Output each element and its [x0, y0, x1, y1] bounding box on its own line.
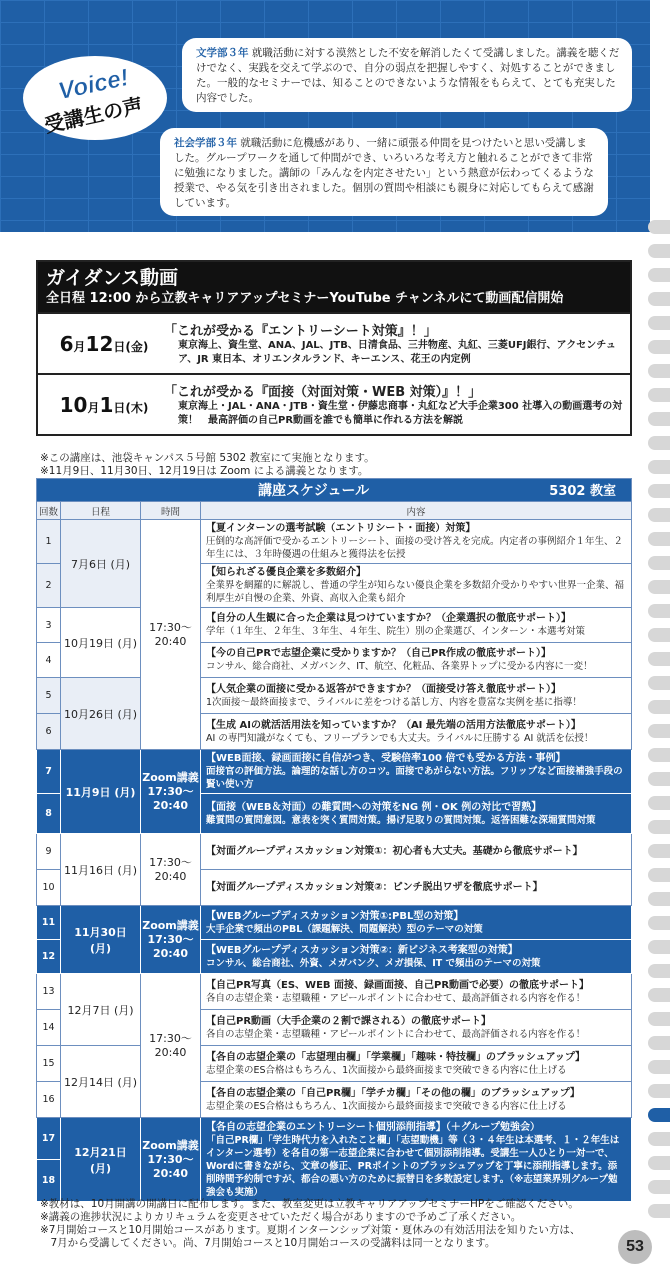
- session-content: [201, 834, 632, 870]
- testimonial-1-who: 文学部３年: [196, 47, 249, 59]
- zoom-label: Zoom講義: [142, 918, 199, 932]
- session-num: 17: [37, 1118, 61, 1160]
- session-body: 大手企業で頻出のPBL（課題解決、問題解決）型のテーマの対策: [206, 923, 483, 935]
- session-body: 面接官の評価方法。論理的な話し方のコツ。面接であがらない方法。フリップなど面接補強手段の賢い使い方: [206, 766, 623, 790]
- voice-badge: [20, 52, 170, 144]
- header-content: 内容: [201, 502, 632, 520]
- guidance-day-2: 1: [99, 392, 114, 417]
- session-content: [201, 608, 632, 643]
- header-time: 時間: [141, 502, 201, 520]
- guidance-day-1: 12: [85, 331, 114, 356]
- table-row: [37, 906, 632, 940]
- session-num: 4: [37, 643, 61, 678]
- session-num: 12: [37, 940, 61, 974]
- session-date: 12月7日 (月): [61, 974, 141, 1046]
- guidance-topic-1: 「これが受かる『エントリーシート対策』！」: [164, 324, 437, 339]
- session-content: [201, 714, 632, 750]
- session-head: 【対面グループディスカッション対策②：ピンチ脱出ワザを徹底サポート】: [206, 882, 543, 893]
- guidance-month-2: 10: [59, 392, 88, 417]
- schedule-room: 5302 教室: [549, 484, 616, 499]
- session-content: [201, 870, 632, 906]
- guidance-day-unit-1: 日: [113, 339, 126, 354]
- session-content: [201, 906, 632, 940]
- session-head: 【知られざる優良企業を多数紹介】: [206, 567, 366, 578]
- session-time: 17:30～ 20:40: [141, 834, 201, 906]
- session-body: 難質問の質問意図。意表を突く質問対策。揚げ足取りの質問対策。返答困難な深堀質問対策: [206, 814, 596, 826]
- session-content: [201, 940, 632, 974]
- session-head: 【対面グループディスカッション対策①：初心者も大丈夫。基礎から徹底サポート】: [206, 846, 583, 857]
- testimonial-2-text: 就職活動に危機感があり、一緒に頑張る仲間を見つけたいと思い受講しました。グループワークを通して仲間ができ、いろいろな考え方と触れることができて非常に勉強になりました。講師の「みんなを内定させたい」という熱意が伝わってくるような授業で、やる気を引き出されました。個別の質問や相談にも親身に対応してもらえて感謝しています。: [174, 137, 594, 209]
- session-head: 【WEBグループディスカッション対策①:PBL型の対策】: [206, 910, 464, 922]
- guidance-row-1: [38, 312, 630, 373]
- session-num: 16: [37, 1082, 61, 1118]
- table-row: [37, 834, 632, 870]
- voice-badge-line1: Voice!: [55, 64, 132, 106]
- session-head: 【自己PR写真（ES、WEB 面接、録画面接、自己PR動画で必要）の徹底サポート】: [206, 979, 590, 991]
- session-content: [201, 794, 632, 834]
- session-content: [201, 564, 632, 608]
- schedule-table: [36, 478, 632, 1202]
- page-number: 53: [618, 1230, 652, 1264]
- session-content: [201, 750, 632, 794]
- guidance-topic-2: 「これが受かる『面接（対面対策・WEB 対策）』！」: [164, 385, 482, 400]
- session-head: 【自己PR動画（大手企業の２割で課される）の徹底サポート】: [206, 1015, 492, 1027]
- guidance-month-unit-2: 月: [87, 400, 100, 415]
- note-bottom-2: ※講義の進捗状況によりカリキュラムを変更させていただく場合がありますので予めご了承ください。: [40, 1211, 522, 1223]
- session-content: [201, 974, 632, 1010]
- session-date: 10月19日 (月): [61, 608, 141, 678]
- note-bottom-4: 7月から受講してください。尚、7月開始コースと10月開始コースの受講料は同一となります。: [40, 1237, 496, 1249]
- session-num: 6: [37, 714, 61, 750]
- session-num: 5: [37, 678, 61, 714]
- session-head: 【面接（WEB＆対面）の難質問への対策をNG 例・OK 例の対比で習熟】: [206, 801, 542, 813]
- session-date: 11月30日 (月): [61, 906, 141, 974]
- guidance-month-1: 6: [59, 331, 74, 356]
- session-time-zoom: [141, 1118, 201, 1202]
- guidance-day-unit-2: 日: [113, 400, 126, 415]
- table-row: [37, 608, 632, 643]
- note-bottom-3: ※7月開始コースと10月開始コースがあります。夏期インターンシップ対策・夏休みの有効活用法を知りたい方は、: [40, 1224, 581, 1236]
- guidance-weekday-1: (金): [125, 339, 149, 354]
- session-content: [201, 1010, 632, 1046]
- session-num: 2: [37, 564, 61, 608]
- session-content: [201, 1046, 632, 1082]
- session-num: 18: [37, 1160, 61, 1202]
- session-body: 学年（１年生、２年生、３年生、４年生、院生）別の企業選び、インターン・本選考対策: [206, 626, 586, 637]
- session-content: [201, 1118, 632, 1202]
- testimonial-2: [160, 128, 608, 216]
- testimonial-1-text: 就職活動に対する漠然とした不安を解消したくて受講しました。講義を聴くだけでなく、実践を交えて学ぶので、自分の弱点を把握しやすく、対処することができました。一般的なセミナーでは、知ることのできないような情報をもらえて、とても充実した内容でした。: [196, 47, 620, 104]
- session-head: 【生成 AIの就活活用法を知っていますか？（AI 最先端の活用方法徹底サポート）】: [206, 719, 581, 731]
- session-date: 11月9日 (月): [61, 750, 141, 834]
- zoom-label: Zoom講義: [142, 1138, 199, 1152]
- session-head: 【WEB面接、録画面接に自信がつき、受験倍率100 倍でも受かる方法・事例】: [206, 753, 566, 764]
- session-num: 15: [37, 1046, 61, 1082]
- voice-section: [0, 0, 650, 232]
- session-body: 各自の志望企業・志望職種・アピールポイントに合わせて、最高評価される内容を作る！: [206, 1028, 586, 1040]
- session-date: 10月26日 (月): [61, 678, 141, 750]
- table-row: [37, 678, 632, 714]
- session-body: 全業界を網羅的に解説し、普通の学生が知らない優良企業を多数紹介受かりやすい世界一企業、福利厚生が自慢の企業、外資、高収入企業も紹介: [206, 580, 625, 604]
- session-head: 【各自の志望企業の「志望理由欄」「学業欄」「趣味・特技欄」のブラッシュアップ】: [206, 1051, 585, 1063]
- guidance-subtitle: 全日程 12:00 から立教キャリアアップセミナーYouTube チャンネルにて動画配信開始: [46, 291, 564, 306]
- table-row: [37, 750, 632, 794]
- session-head: 【各自の志望企業のエントリーシート個別添削指導】（＋グループ勉強会）: [206, 1121, 540, 1133]
- guidance-date-2: [44, 393, 164, 417]
- session-num: 10: [37, 870, 61, 906]
- guidance-month-unit-1: 月: [73, 339, 86, 354]
- session-num: 11: [37, 906, 61, 940]
- note-bottom-1: ※教材は、10月開講の開講日に配布します。また、教室変更は立教キャリアアップセミナーHPをご確認ください。: [40, 1198, 579, 1210]
- session-content: [201, 1082, 632, 1118]
- session-body: 各自の志望企業・志望職種・アピールポイントに合わせて、最高評価される内容を作る！: [206, 992, 586, 1004]
- session-head: 【WEBグループディスカッション対策②：新ビジネス考案型の対策】: [206, 944, 518, 956]
- session-body: コンサル、総合商社、メガバンク、IT、航空、化粧品、各業界トップに受かる内容に一変！: [206, 661, 593, 672]
- session-date: 7月6日 (月): [61, 520, 141, 608]
- session-body: 志望企業のES合格はもちろん、1次面接から最終面接まで突破できる内容に仕上げる: [206, 1100, 567, 1112]
- session-num: 14: [37, 1010, 61, 1046]
- table-row: [37, 1046, 632, 1082]
- session-body: コンサル、総合商社、外資、メガバンク、メガ損保、IT で頻出のテーマの対策: [206, 957, 541, 969]
- session-time: 17:30～ 20:40: [141, 520, 201, 750]
- guidance-title: ガイダンス動画: [46, 267, 179, 289]
- session-head: 【各自の志望企業の「自己PR欄」「学チカ欄」「その他の欄」のブラッシュアップ】: [206, 1087, 580, 1099]
- zoom-time: 17:30～ 20:40: [147, 1152, 194, 1180]
- session-num: 8: [37, 794, 61, 834]
- note-top-1: ※この講座は、池袋キャンパス５号館 5302 教室にて実施となります。: [40, 452, 375, 464]
- schedule-title: 講座スケジュール: [258, 483, 370, 499]
- session-num: 1: [37, 520, 61, 564]
- zoom-label: Zoom講義: [142, 770, 199, 784]
- header-date: 日程: [61, 502, 141, 520]
- schedule-title-row: [37, 479, 632, 502]
- notes-top: [40, 452, 375, 478]
- guidance-text-2: 東京海上・JAL・ANA・JTB・資生堂・伊藤忠商事・丸紅など大手企業300 社導入の動画選考の対策！ 最高評価の自己PR動画を誰でも簡単に作れる方法を解説: [178, 401, 623, 426]
- session-time-zoom: [141, 750, 201, 834]
- voice-badge-line2: 受講生の声: [42, 93, 145, 138]
- guidance-header: [38, 262, 630, 312]
- session-num: 7: [37, 750, 61, 794]
- testimonial-2-who: 社会学部３年: [174, 137, 237, 149]
- note-top-2: ※11月9日、11月30日、12月19日は Zoom による講義となります。: [40, 465, 369, 477]
- notes-bottom: [40, 1198, 580, 1250]
- zoom-time: 17:30～ 20:40: [147, 932, 194, 960]
- guidance-video-box: [36, 260, 632, 436]
- session-content: [201, 643, 632, 678]
- zoom-time: 17:30～ 20:40: [147, 784, 194, 812]
- session-body: 1次面接～最終面接まで、ライバルに差をつける話し方、内容を豊富な実例を基に指導！: [206, 696, 582, 708]
- session-head: 【自分の人生観に合った企業は見つけていますか？（企業選択の徹底サポート）】: [206, 613, 571, 624]
- session-date: 11月16日 (月): [61, 834, 141, 906]
- testimonial-1: [182, 38, 632, 112]
- session-date: 12月14日 (月): [61, 1046, 141, 1118]
- session-body: AI の専門知識がなくても、フリープランでも大丈夫。ライバルに圧勝する AI 就活を伝授！: [206, 732, 594, 744]
- session-content: [201, 678, 632, 714]
- session-content: [201, 520, 632, 564]
- side-index-tabs: [648, 220, 670, 1228]
- header-num: 回数: [37, 502, 61, 520]
- session-head: 【人気企業の面接に受かる返答ができますか？（面接受け答え徹底サポート）】: [206, 683, 561, 695]
- session-num: 3: [37, 608, 61, 643]
- guidance-date-1: [44, 332, 164, 356]
- session-body: 志望企業のES合格はもちろん、1次面接から最終面接まで突破できる内容に仕上げる: [206, 1064, 567, 1076]
- guidance-text-1: 東京海上、資生堂、ANA、JAL、JTB、日清食品、三井物産、丸紅、三菱UFJ銀行、アクセンチュア、JR 東日本、オリエンタルランド、キーエンス、花王の内定例: [178, 340, 616, 365]
- session-date: 12月21日 (月): [61, 1118, 141, 1202]
- table-row: [37, 520, 632, 564]
- session-time: 17:30～ 20:40: [141, 974, 201, 1118]
- session-head: 【夏インターンの選考試験（エントリシート・面接）対策】: [206, 523, 476, 534]
- guidance-weekday-2: (木): [125, 400, 149, 415]
- guidance-row-2: [38, 373, 630, 434]
- session-time-zoom: [141, 906, 201, 974]
- session-body: 圧倒的な高評価で受かるエントリーシート、面接の受け答えを完成。内定者の事例紹介１年生、２年生には、３年時優遇の仕組みと獲得法を伝授: [206, 536, 623, 560]
- session-head: 【今の自己PRで志望企業に受かりますか？（自己PR作成の徹底サポート）】: [206, 648, 552, 659]
- table-row: [37, 974, 632, 1010]
- session-num: 13: [37, 974, 61, 1010]
- session-num: 9: [37, 834, 61, 870]
- session-body: 「自己PR欄」「学生時代力を入れたこと欄」「志望動機」等（３・４年生は本選考、１・２年生はインターン選考）を各自の第一志望企業に合わせて個別添削指導。受講生一人ひとり一対一で、Wordに書きながら、文章の修正、PRポイントのブラッシュアップを丁寧に添削指導します。添削時間予約制ですが、都合の悪い方のために振替日を多数設定します。（※志望業界別グループ勉強会も実施）: [206, 1134, 620, 1198]
- table-row: [37, 1118, 632, 1160]
